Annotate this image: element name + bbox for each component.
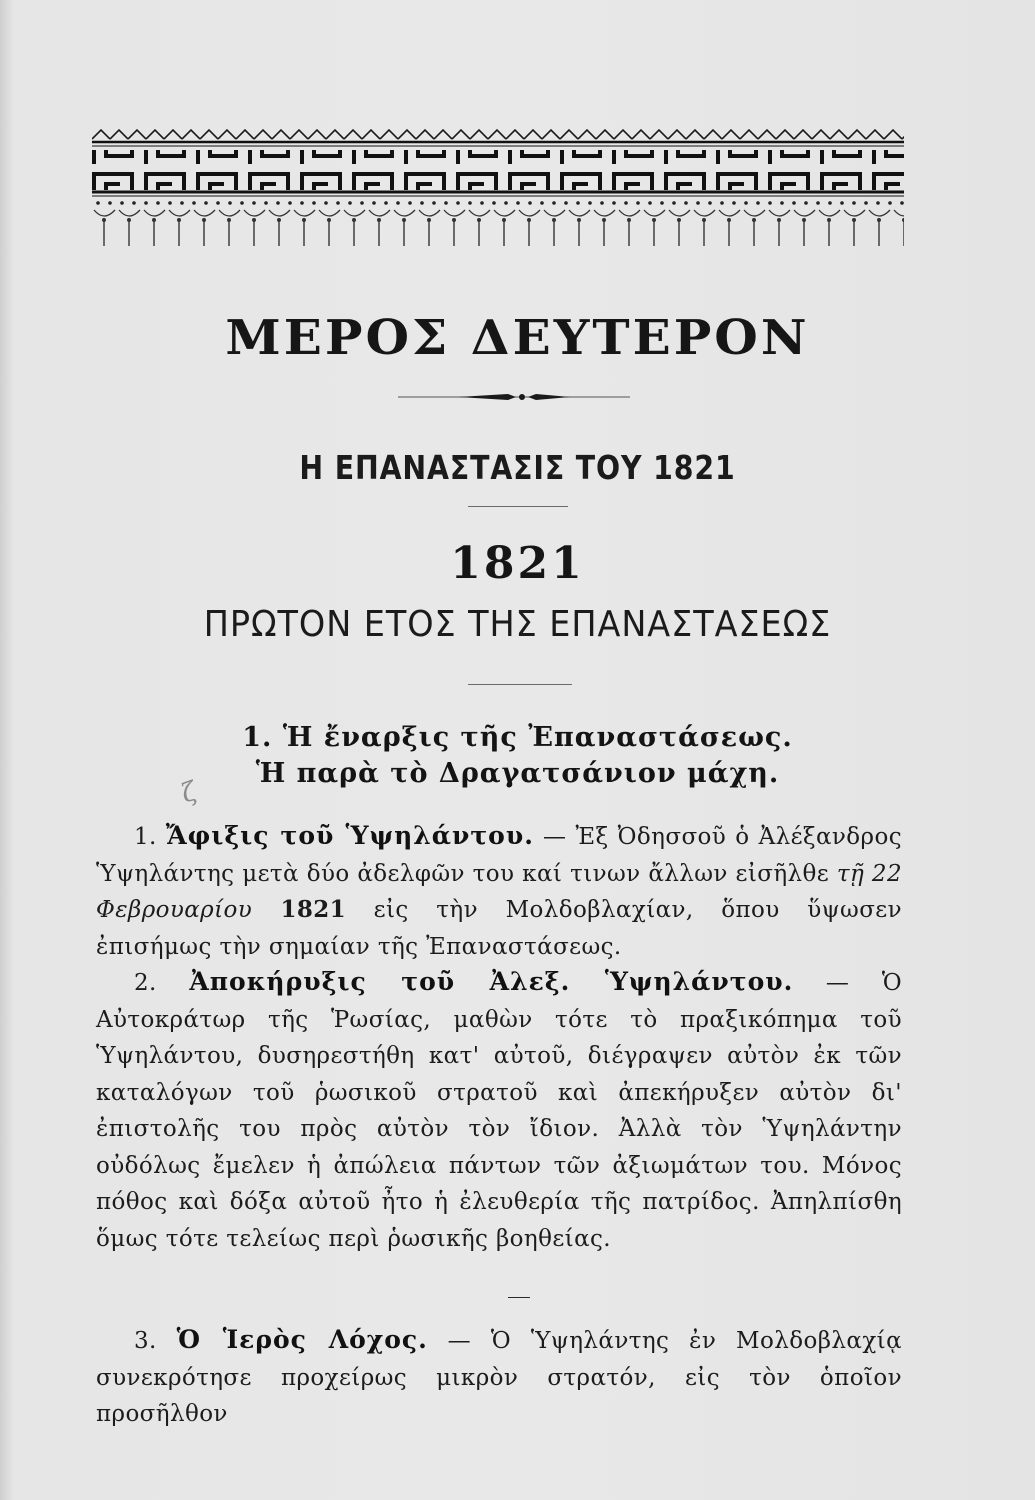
paragraph-heading: Ἀποκήρυξις τοῦ Ἀλεξ. Ὑψηλάντου. xyxy=(189,967,794,996)
paragraph-2 xyxy=(96,964,902,1257)
greek-key-ornament xyxy=(92,128,904,246)
paragraph-text: εἰς τὴν Μολδοβλαχίαν, ὅπου ὕψωσεν ἐπισήμως τὴν σημαίαν τῆς Ἐπαναστάσεως. xyxy=(96,897,902,960)
divider xyxy=(468,684,572,685)
date-text: τῇ 22 Φεβρουαρίου xyxy=(96,860,902,923)
year-heading: 1821 xyxy=(450,538,585,589)
paragraph-3 xyxy=(96,1322,902,1433)
chapter-title-line1: 1. Ἡ ἔναρξις τῆς Ἐπαναστάσεως. xyxy=(242,722,793,753)
paragraph-number: 3. xyxy=(134,1328,157,1354)
divider xyxy=(468,506,568,507)
section-separator xyxy=(508,1297,530,1298)
section-subtitle: Η ΕΠΑΝΑΣΤΑΣΙΣ ΤΟΥ 1821 xyxy=(299,448,736,487)
paragraph-text: — Ὁ Αὐτοκράτωρ τῆς Ῥωσίας, μαθὼν τότε τὸ πραξικόπημα τοῦ Ὑψηλάντου, δυσηρεστήθη κατ' αὐτοῦ, διέγραψεν αὐτὸν ἐκ τῶν καταλόγων τοῦ ῥωσικοῦ στρατοῦ καὶ ἀπεκήρυξεν αὐτὸν δι' ἐπιστολῆς του πρὸς αὐτὸν τὸν ἴδιον. Ἀλλὰ τὸν Ὑψηλάντην οὐδόλως ἔμελεν ἡ ἀπώλεια πάντων τῶν ἀξιωμάτων του. Μόνος πόθος καὶ δόξα αὐτοῦ ἦτο ἡ ἐλευθερία τῆς πατρίδος. Ἀπηλπίσθη ὅμως τότε τελείως περὶ ῥωσικῆς βοηθείας. xyxy=(96,970,903,1252)
paragraph-text: — Ἐξ Ὀδησσοῦ ὁ Ἀλέξανδρος Ὑψηλάντης μετὰ δύο ἀδελφῶν του καί τινων ἄλλων εἰσῆλθε xyxy=(96,824,902,887)
paragraph-text: — Ὁ Ὑψηλάντης ἐν Μολδοβλαχίᾳ συνεκρότησε προχείρως μικρὸν στρατόν, εἰς τὸν ὁποῖον προσῆλθον xyxy=(96,1328,903,1427)
paragraph-number: 2. xyxy=(134,970,157,996)
decorative-rule xyxy=(398,390,630,404)
pencil-margin-note: ζ xyxy=(177,776,201,810)
year-title: ΠΡΩΤΟΝ ΕΤΟΣ ΤΗΣ ΕΠΑΝΑΣΤΑΣΕΩΣ xyxy=(203,604,832,645)
paragraph-heading: Ὁ Ἱερὸς Λόχος. xyxy=(176,1325,428,1354)
paragraph-heading: Ἄφιξις τοῦ Ὑψηλάντου. xyxy=(165,821,534,850)
paragraph-number: 1. xyxy=(134,824,157,850)
chapter-title-line2: Ἡ παρὰ τὸ Δραγατσάνιον μάχη. xyxy=(255,758,780,789)
year-text: 1821 xyxy=(252,896,347,923)
paragraph-1 xyxy=(96,818,902,965)
part-title: ΜΕΡΟΣ ΔΕΥΤΕΡΟΝ xyxy=(225,309,810,366)
